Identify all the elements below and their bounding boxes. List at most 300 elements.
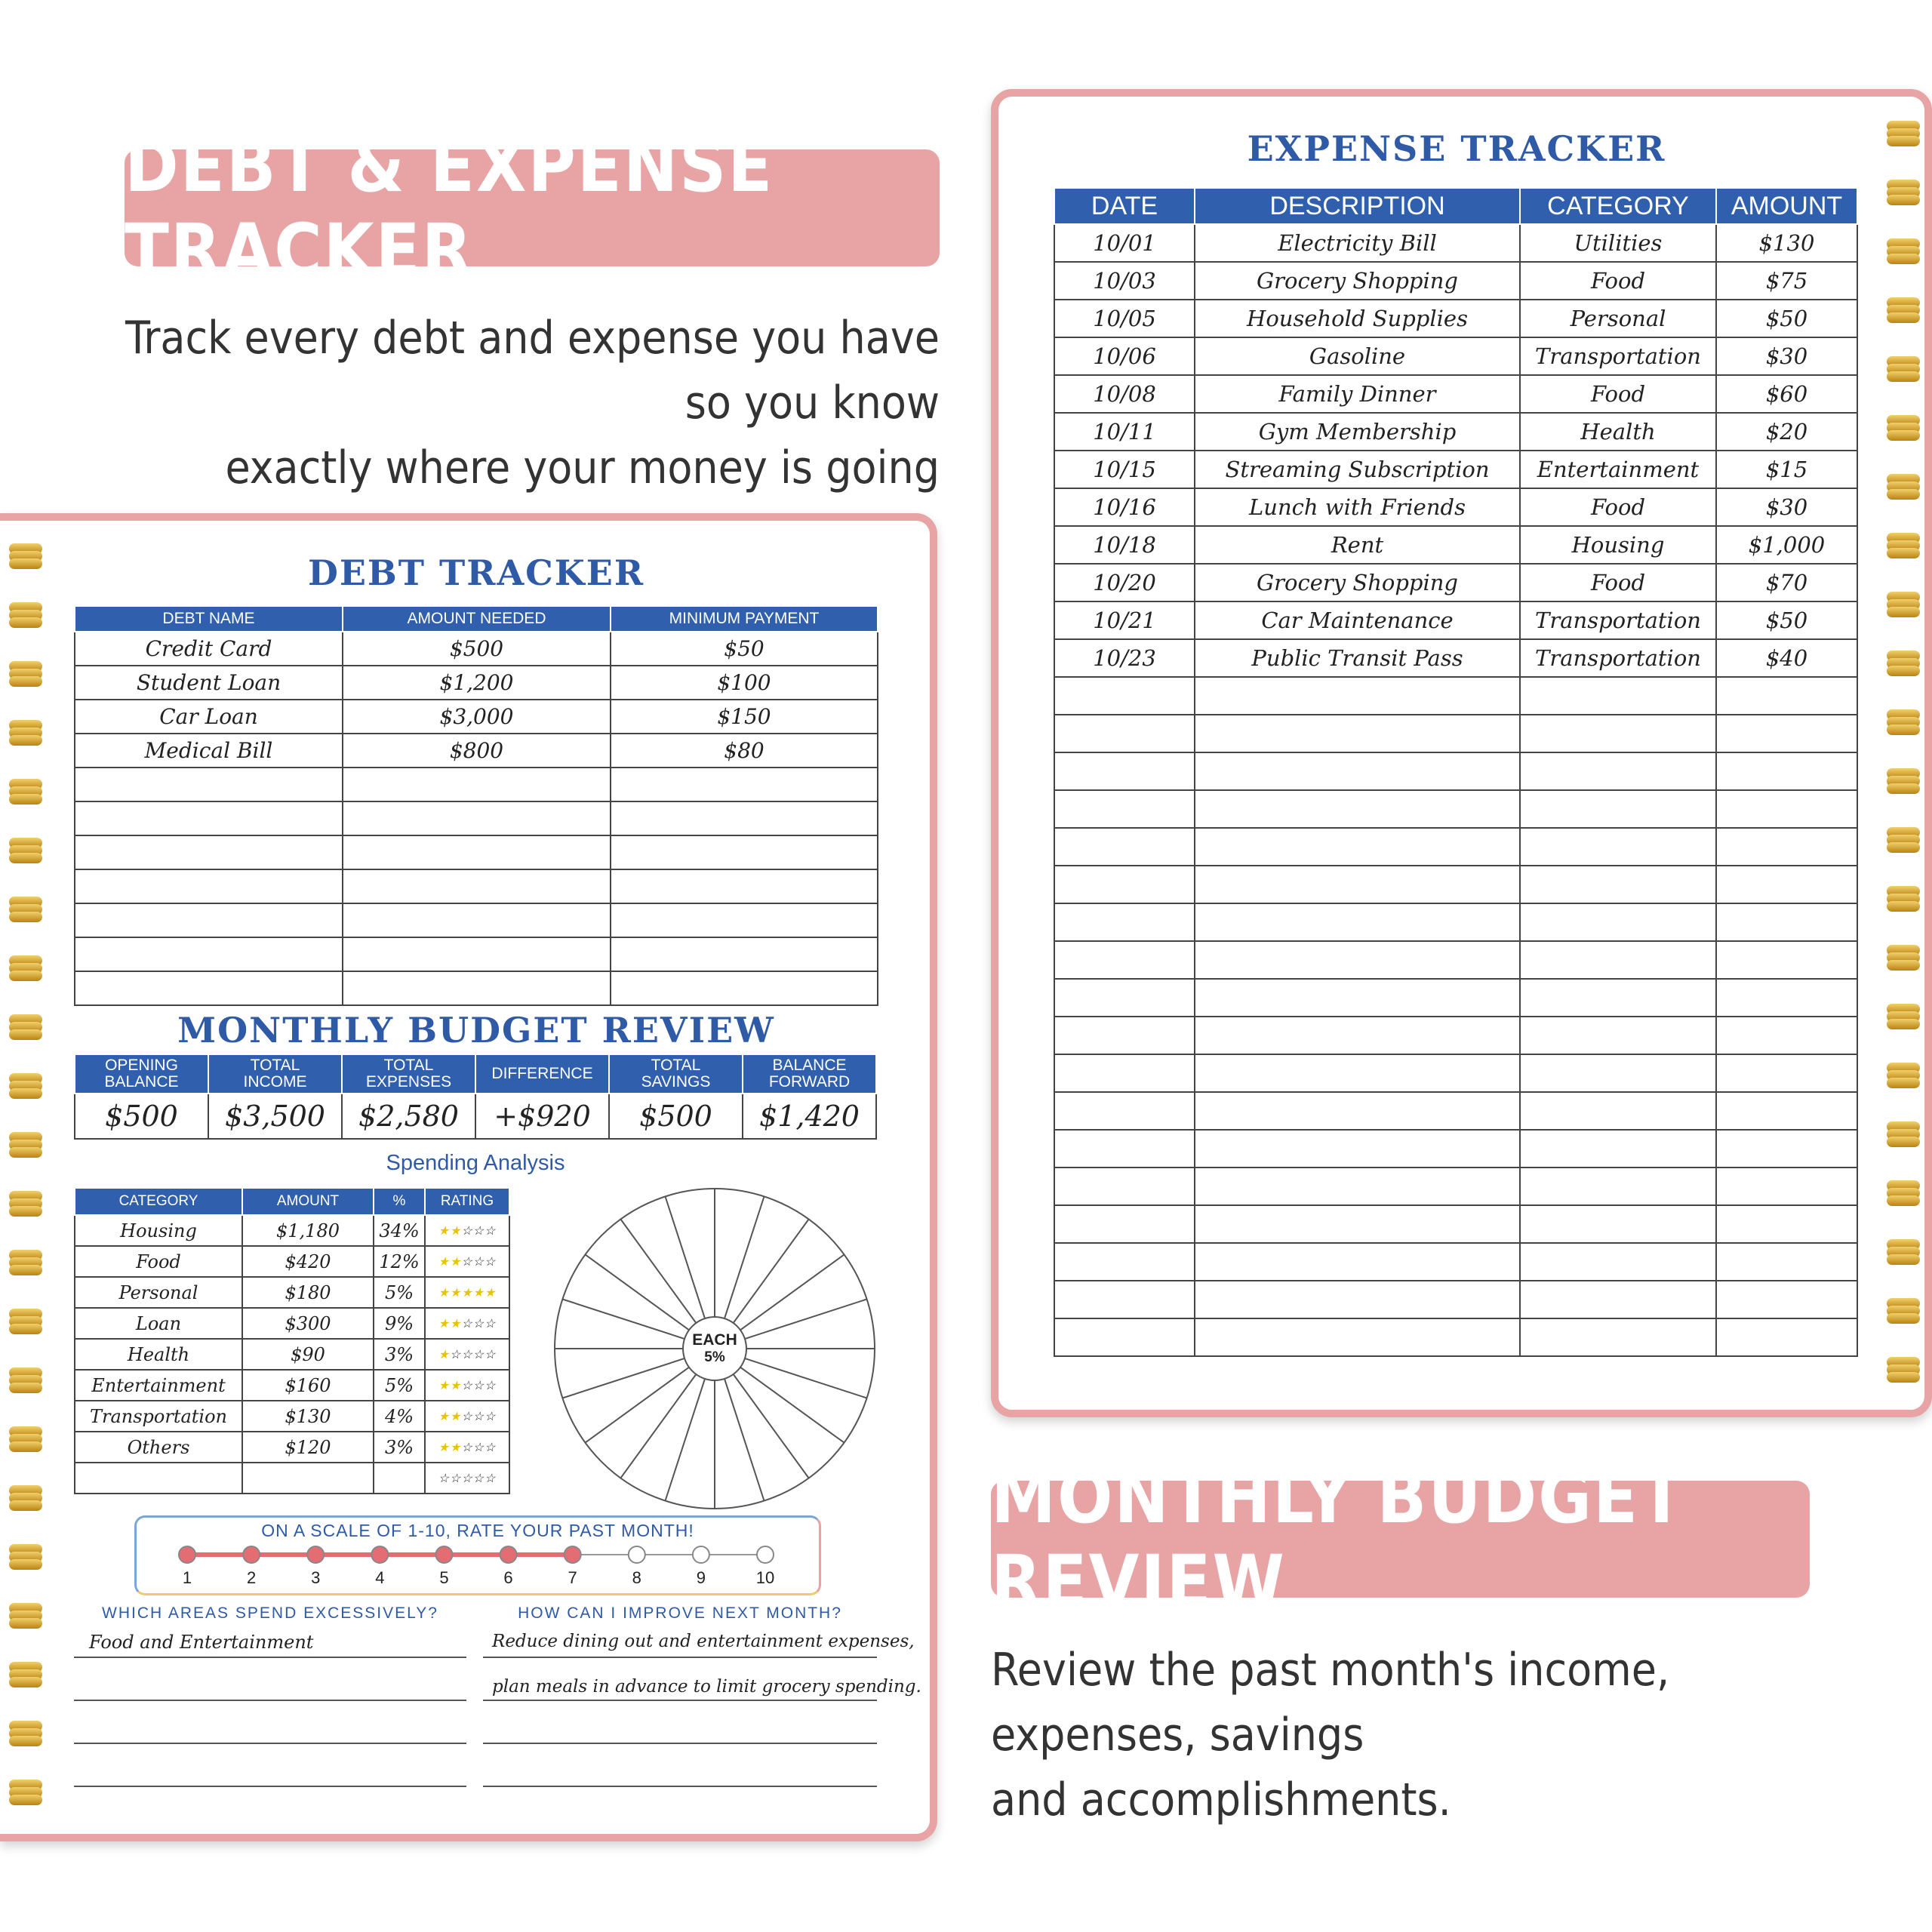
- expense-description: [1195, 790, 1520, 828]
- expense-category: Food: [1520, 564, 1716, 601]
- budget-value: +$920: [475, 1094, 609, 1139]
- spending-rating: [425, 1370, 509, 1401]
- star-icon[interactable]: ☆: [472, 1223, 485, 1238]
- expense-amount: $50: [1716, 601, 1857, 639]
- debt-amount-needed: [343, 835, 611, 869]
- wheel-spoke: [724, 1196, 764, 1318]
- debt-minimum-payment: $80: [611, 734, 878, 768]
- spending-row[interactable]: [75, 1401, 509, 1432]
- expense-description: Family Dinner: [1195, 375, 1520, 413]
- spiral-ring: [1887, 136, 1920, 146]
- star-icon[interactable]: ☆: [449, 1347, 462, 1361]
- spending-row[interactable]: [75, 1277, 509, 1308]
- wheel-spoke: [745, 1358, 867, 1398]
- expense-category: [1520, 1318, 1716, 1356]
- expense-date: [1054, 1243, 1195, 1281]
- expense-category: [1520, 866, 1716, 903]
- expense-amount: [1716, 1205, 1857, 1243]
- wheel-spoke: [745, 1299, 867, 1339]
- expense-row[interactable]: [1054, 790, 1857, 828]
- star-icon[interactable]: ☆: [485, 1471, 497, 1485]
- budget-value: $500: [609, 1094, 743, 1139]
- star-icon[interactable]: ★: [438, 1285, 450, 1300]
- expense-description: [1195, 1130, 1520, 1168]
- expense-date: 10/06: [1054, 337, 1195, 375]
- spiral-ring: [1887, 607, 1920, 617]
- spending-category: Housing: [75, 1215, 242, 1246]
- star-icon[interactable]: ☆: [485, 1378, 497, 1392]
- expense-date: [1054, 828, 1195, 866]
- star-icon[interactable]: ★: [438, 1316, 450, 1331]
- rating-dot-9[interactable]: [693, 1546, 709, 1563]
- spending-rating: [425, 1463, 509, 1494]
- star-icon[interactable]: ☆: [472, 1471, 485, 1485]
- rating-dot-2[interactable]: [243, 1546, 260, 1563]
- star-icon[interactable]: ☆: [485, 1254, 497, 1269]
- wheel-label-percent: 5%: [704, 1349, 725, 1365]
- expense-description: Gym Membership: [1195, 413, 1520, 451]
- star-icon[interactable]: ☆: [438, 1471, 450, 1485]
- rating-dot-3[interactable]: [307, 1546, 324, 1563]
- spiral-ring: [1887, 1254, 1920, 1265]
- budget-review-title: MONTHLY BUDGET REVIEW: [177, 1010, 775, 1051]
- expense-amount: $1,000: [1716, 526, 1857, 564]
- star-icon[interactable]: ☆: [472, 1347, 485, 1361]
- expense-date: 10/05: [1054, 300, 1195, 337]
- bottom-caption: [991, 1638, 1859, 1832]
- expense-date: 10/15: [1054, 451, 1195, 488]
- expense-tracker-title: EXPENSE TRACKER: [1247, 128, 1666, 169]
- rating-dot-7[interactable]: [565, 1546, 581, 1563]
- debt-minimum-payment: [611, 971, 878, 1005]
- debt-name: [75, 971, 343, 1005]
- spiral-ring: [1887, 1372, 1920, 1383]
- star-icon[interactable]: ★: [438, 1347, 450, 1361]
- debt-amount-needed: $500: [343, 632, 611, 666]
- expense-row[interactable]: [1054, 224, 1857, 262]
- expense-description: Electricity Bill: [1195, 224, 1520, 262]
- expense-row[interactable]: [1054, 1281, 1857, 1318]
- debt-row[interactable]: [75, 632, 878, 666]
- star-icon[interactable]: ★: [449, 1440, 462, 1454]
- spiral-ring: [9, 1383, 42, 1393]
- star-icon[interactable]: ☆: [472, 1378, 485, 1392]
- expense-date: 10/03: [1054, 262, 1195, 300]
- spending-percent: 5%: [374, 1277, 425, 1308]
- budget-header: [743, 1054, 876, 1094]
- expense-description: [1195, 1168, 1520, 1205]
- star-icon[interactable]: ☆: [461, 1409, 473, 1423]
- expense-date: [1054, 1130, 1195, 1168]
- star-icon[interactable]: ☆: [485, 1440, 497, 1454]
- debt-row[interactable]: [75, 801, 878, 835]
- budget-header-line2: SAVINGS: [641, 1073, 711, 1091]
- spiral-ring: [1887, 1313, 1920, 1324]
- spiral-ring: [1887, 724, 1920, 735]
- star-icon[interactable]: ☆: [485, 1223, 497, 1238]
- star-icon[interactable]: ★: [449, 1223, 462, 1238]
- expense-description: Rent: [1195, 526, 1520, 564]
- spiral-ring: [1887, 901, 1920, 912]
- spiral-ring: [9, 1795, 42, 1805]
- debt-row[interactable]: [75, 835, 878, 869]
- spiral-ring: [1887, 1195, 1920, 1206]
- expense-row[interactable]: [1054, 488, 1857, 526]
- star-icon[interactable]: ★: [438, 1254, 450, 1269]
- spiral-ring: [9, 1736, 42, 1746]
- debt-tracker-title: DEBT TRACKER: [307, 552, 645, 593]
- spiral-ring: [1887, 430, 1920, 441]
- expense-date: 10/01: [1054, 224, 1195, 262]
- rating-number: 7: [568, 1568, 577, 1587]
- expense-description: Grocery Shopping: [1195, 564, 1520, 601]
- star-icon[interactable]: ★: [449, 1254, 462, 1269]
- expense-header-category: CATEGORY: [1520, 188, 1716, 224]
- spending-amount: $130: [242, 1401, 374, 1432]
- improve-line-3: [483, 1743, 877, 1744]
- spiral-ring: [9, 1324, 42, 1334]
- expense-description: Streaming Subscription: [1195, 451, 1520, 488]
- rating-number: 5: [439, 1568, 449, 1587]
- spending-header-category: CATEGORY: [75, 1188, 242, 1215]
- debt-header-amount: AMOUNT NEEDED: [343, 606, 611, 632]
- excess-line-2: [74, 1700, 466, 1701]
- spiral-ring: [9, 617, 42, 628]
- debt-name: [75, 937, 343, 971]
- budget-value: $2,580: [342, 1094, 475, 1139]
- expense-row[interactable]: [1054, 564, 1857, 601]
- expense-date: [1054, 941, 1195, 979]
- rating-dot-6[interactable]: [500, 1546, 517, 1563]
- spiral-ring: [1887, 666, 1920, 676]
- debt-row[interactable]: [75, 869, 878, 903]
- top-title-banner: [125, 123, 940, 293]
- expense-row[interactable]: [1054, 451, 1857, 488]
- star-icon[interactable]: ★: [449, 1409, 462, 1423]
- expense-row[interactable]: [1054, 1017, 1857, 1054]
- star-icon[interactable]: ☆: [449, 1471, 462, 1485]
- debt-row[interactable]: [75, 666, 878, 700]
- debt-name: Car Loan: [75, 700, 343, 734]
- star-icon[interactable]: ★: [438, 1378, 450, 1392]
- spending-row[interactable]: [75, 1339, 509, 1370]
- expense-amount: [1716, 715, 1857, 752]
- spending-rating: [425, 1339, 509, 1370]
- debt-row[interactable]: [75, 700, 878, 734]
- excess-line-3: [74, 1743, 466, 1744]
- expense-amount: [1716, 752, 1857, 790]
- spiral-ring: [9, 853, 42, 863]
- debt-amount-needed: [343, 801, 611, 835]
- budget-header: [475, 1054, 609, 1094]
- expense-amount: $70: [1716, 564, 1857, 601]
- expense-row[interactable]: [1054, 979, 1857, 1017]
- expense-description: [1195, 1243, 1520, 1281]
- expense-row[interactable]: [1054, 1130, 1857, 1168]
- expense-category: Food: [1520, 375, 1716, 413]
- expense-date: [1054, 903, 1195, 941]
- spending-row[interactable]: [75, 1463, 509, 1494]
- expense-row[interactable]: [1054, 1092, 1857, 1130]
- star-icon[interactable]: ★: [449, 1378, 462, 1392]
- spending-rating: [425, 1246, 509, 1277]
- expense-description: [1195, 1281, 1520, 1318]
- debt-row[interactable]: [75, 734, 878, 768]
- spiral-ring: [1887, 489, 1920, 500]
- debt-name: [75, 869, 343, 903]
- expense-category: [1520, 1092, 1716, 1130]
- expense-amount: [1716, 1017, 1857, 1054]
- expense-category: [1520, 828, 1716, 866]
- expense-date: [1054, 1017, 1195, 1054]
- improve-line-4: [483, 1786, 877, 1787]
- expense-category: [1520, 1168, 1716, 1205]
- expense-description: [1195, 903, 1520, 941]
- expense-description: [1195, 866, 1520, 903]
- expense-row[interactable]: [1054, 903, 1857, 941]
- expense-table: [1054, 187, 1858, 1357]
- top-caption-line2: exactly where your money is going: [225, 441, 940, 494]
- budget-header-line1: BALANCE: [772, 1057, 847, 1074]
- spending-header-amount: AMOUNT: [242, 1188, 374, 1215]
- rating-number: 9: [696, 1568, 706, 1587]
- spending-percent: 34%: [374, 1215, 425, 1246]
- star-icon[interactable]: ★: [485, 1285, 497, 1300]
- spending-analysis-title: Spending Analysis: [386, 1151, 565, 1175]
- debt-minimum-payment: [611, 937, 878, 971]
- star-icon[interactable]: ☆: [472, 1316, 485, 1331]
- expense-row[interactable]: [1054, 1054, 1857, 1092]
- expense-amount: [1716, 1318, 1857, 1356]
- month-rating-scale: [134, 1540, 821, 1592]
- expense-amount: $40: [1716, 639, 1857, 677]
- expense-category: Transportation: [1520, 639, 1716, 677]
- budget-value: $500: [75, 1094, 208, 1139]
- bottom-title-banner: [991, 1454, 1810, 1624]
- debt-header-name: DEBT NAME: [75, 606, 343, 632]
- expense-row[interactable]: [1054, 941, 1857, 979]
- star-icon[interactable]: ★: [461, 1285, 473, 1300]
- debt-row[interactable]: [75, 937, 878, 971]
- star-icon[interactable]: ★: [438, 1440, 450, 1454]
- star-icon[interactable]: ☆: [461, 1254, 473, 1269]
- star-icon[interactable]: ☆: [461, 1378, 473, 1392]
- spending-header-percent: %: [374, 1188, 425, 1215]
- spiral-ring: [9, 971, 42, 981]
- expense-header-description: DESCRIPTION: [1195, 188, 1520, 224]
- expense-description: Gasoline: [1195, 337, 1520, 375]
- debt-row[interactable]: [75, 768, 878, 801]
- expense-date: 10/23: [1054, 639, 1195, 677]
- expense-row[interactable]: [1054, 375, 1857, 413]
- spiral-ring: [9, 1088, 42, 1099]
- expense-row[interactable]: [1054, 1168, 1857, 1205]
- expense-category: [1520, 1054, 1716, 1092]
- budget-header: [609, 1054, 743, 1094]
- expense-amount: [1716, 677, 1857, 715]
- star-icon[interactable]: ★: [472, 1285, 485, 1300]
- star-icon[interactable]: ☆: [461, 1471, 473, 1485]
- star-icon[interactable]: ☆: [461, 1347, 473, 1361]
- expense-description: [1195, 1205, 1520, 1243]
- expense-row[interactable]: [1054, 262, 1857, 300]
- expense-description: [1195, 1318, 1520, 1356]
- star-icon[interactable]: ☆: [472, 1440, 485, 1454]
- expense-description: Public Transit Pass: [1195, 639, 1520, 677]
- debt-amount-needed: [343, 971, 611, 1005]
- spiral-ring: [9, 676, 42, 687]
- expense-category: Transportation: [1520, 337, 1716, 375]
- spiral-ring: [9, 1677, 42, 1687]
- expense-row[interactable]: [1054, 337, 1857, 375]
- spending-row[interactable]: [75, 1246, 509, 1277]
- expense-amount: [1716, 866, 1857, 903]
- spending-row[interactable]: [75, 1308, 509, 1339]
- star-icon[interactable]: ☆: [485, 1347, 497, 1361]
- spending-percent: 9%: [374, 1308, 425, 1339]
- spending-category: Food: [75, 1246, 242, 1277]
- spiral-ring: [1887, 254, 1920, 264]
- expense-category: Entertainment: [1520, 451, 1716, 488]
- bottom-title: MONTHLY BUDGET REVIEW: [991, 1454, 1685, 1624]
- top-caption-line1: Track every debt and expense you have so you know: [125, 312, 940, 429]
- spending-rating: [425, 1277, 509, 1308]
- debt-amount-needed: [343, 768, 611, 801]
- wheel-spoke: [665, 1379, 705, 1501]
- expense-row[interactable]: [1054, 300, 1857, 337]
- debt-name: Student Loan: [75, 666, 343, 700]
- spiral-ring: [1887, 783, 1920, 794]
- expense-description: [1195, 1054, 1520, 1092]
- expense-category: [1520, 1281, 1716, 1318]
- spiral-ring: [9, 1441, 42, 1452]
- star-icon[interactable]: ☆: [461, 1316, 473, 1331]
- spending-row[interactable]: [75, 1215, 509, 1246]
- debt-row[interactable]: [75, 971, 878, 1005]
- expense-row[interactable]: [1054, 1205, 1857, 1243]
- spending-percent: 3%: [374, 1339, 425, 1370]
- spiral-ring: [9, 1265, 42, 1275]
- expense-row[interactable]: [1054, 752, 1857, 790]
- expense-category: [1520, 1130, 1716, 1168]
- rating-dot-4[interactable]: [371, 1546, 388, 1563]
- spending-percent: 5%: [374, 1370, 425, 1401]
- budget-value: $1,420: [743, 1094, 876, 1139]
- expense-category: Health: [1520, 413, 1716, 451]
- spending-category: Loan: [75, 1308, 242, 1339]
- spiral-ring: [9, 1500, 42, 1511]
- expense-row[interactable]: [1054, 828, 1857, 866]
- spiral-ring: [9, 912, 42, 922]
- expense-row[interactable]: [1054, 601, 1857, 639]
- budget-header-line1: TOTAL: [651, 1057, 701, 1074]
- rating-dot-5[interactable]: [435, 1546, 452, 1563]
- rating-dot-8[interactable]: [629, 1546, 645, 1563]
- budget-header-line2: EXPENSES: [365, 1073, 452, 1091]
- improve-answer-line2: plan meals in advance to limit grocery spending.: [492, 1677, 921, 1697]
- rating-dot-10[interactable]: [757, 1546, 774, 1563]
- expense-description: [1195, 752, 1520, 790]
- debt-minimum-payment: $150: [611, 700, 878, 734]
- debt-minimum-payment: $50: [611, 632, 878, 666]
- expense-category: [1520, 752, 1716, 790]
- star-icon[interactable]: ☆: [472, 1409, 485, 1423]
- expense-amount: [1716, 903, 1857, 941]
- debt-name: [75, 768, 343, 801]
- spending-wheel: [549, 1183, 881, 1515]
- expense-category: Personal: [1520, 300, 1716, 337]
- debt-amount-needed: $800: [343, 734, 611, 768]
- debt-minimum-payment: [611, 869, 878, 903]
- star-icon[interactable]: ★: [449, 1285, 462, 1300]
- star-icon[interactable]: ★: [438, 1409, 450, 1423]
- expense-row[interactable]: [1054, 639, 1857, 677]
- expense-row[interactable]: [1054, 866, 1857, 903]
- star-icon[interactable]: ☆: [461, 1223, 473, 1238]
- budget-header: [342, 1054, 475, 1094]
- spending-amount: [242, 1463, 374, 1494]
- expense-description: [1195, 1017, 1520, 1054]
- star-icon[interactable]: ★: [449, 1316, 462, 1331]
- expense-description: Lunch with Friends: [1195, 488, 1520, 526]
- expense-amount: [1716, 1168, 1857, 1205]
- expense-amount: [1716, 941, 1857, 979]
- debt-table: [74, 605, 878, 1006]
- budget-header-line1: OPENING: [105, 1057, 178, 1074]
- debt-minimum-payment: [611, 768, 878, 801]
- star-icon[interactable]: ☆: [461, 1440, 473, 1454]
- expense-description: [1195, 1092, 1520, 1130]
- rating-number: 4: [375, 1568, 385, 1587]
- star-icon[interactable]: ☆: [485, 1316, 497, 1331]
- expense-category: [1520, 1243, 1716, 1281]
- improve-answer-line1: Reduce dining out and entertainment expenses,: [492, 1632, 915, 1651]
- expense-row[interactable]: [1054, 1243, 1857, 1281]
- budget-header-line2: INCOME: [243, 1073, 307, 1091]
- rating-number: 8: [632, 1568, 641, 1587]
- expense-amount: $20: [1716, 413, 1857, 451]
- debt-amount-needed: $3,000: [343, 700, 611, 734]
- star-icon[interactable]: ☆: [485, 1409, 497, 1423]
- spending-row[interactable]: [75, 1432, 509, 1463]
- spending-percent: [374, 1463, 425, 1494]
- spiral-ring: [9, 1029, 42, 1040]
- expense-amount: $15: [1716, 451, 1857, 488]
- spending-amount: $300: [242, 1308, 374, 1339]
- debt-amount-needed: [343, 869, 611, 903]
- spending-row[interactable]: [75, 1370, 509, 1401]
- expense-date: 10/08: [1054, 375, 1195, 413]
- expense-amount: [1716, 828, 1857, 866]
- spending-amount: $90: [242, 1339, 374, 1370]
- expense-amount: $50: [1716, 300, 1857, 337]
- expense-row[interactable]: [1054, 1318, 1857, 1356]
- star-icon[interactable]: ★: [438, 1223, 450, 1238]
- expense-row[interactable]: [1054, 715, 1857, 752]
- debt-name: [75, 835, 343, 869]
- expense-row[interactable]: [1054, 526, 1857, 564]
- expense-row[interactable]: [1054, 413, 1857, 451]
- spending-header-rating: RATING: [425, 1188, 509, 1215]
- improve-line-2: [483, 1700, 877, 1701]
- rating-dot-1[interactable]: [179, 1546, 195, 1563]
- star-icon[interactable]: ☆: [472, 1254, 485, 1269]
- expense-date: [1054, 866, 1195, 903]
- rating-number: 10: [755, 1568, 775, 1587]
- spending-category: [75, 1463, 242, 1494]
- debt-row[interactable]: [75, 903, 878, 937]
- expense-row[interactable]: [1054, 677, 1857, 715]
